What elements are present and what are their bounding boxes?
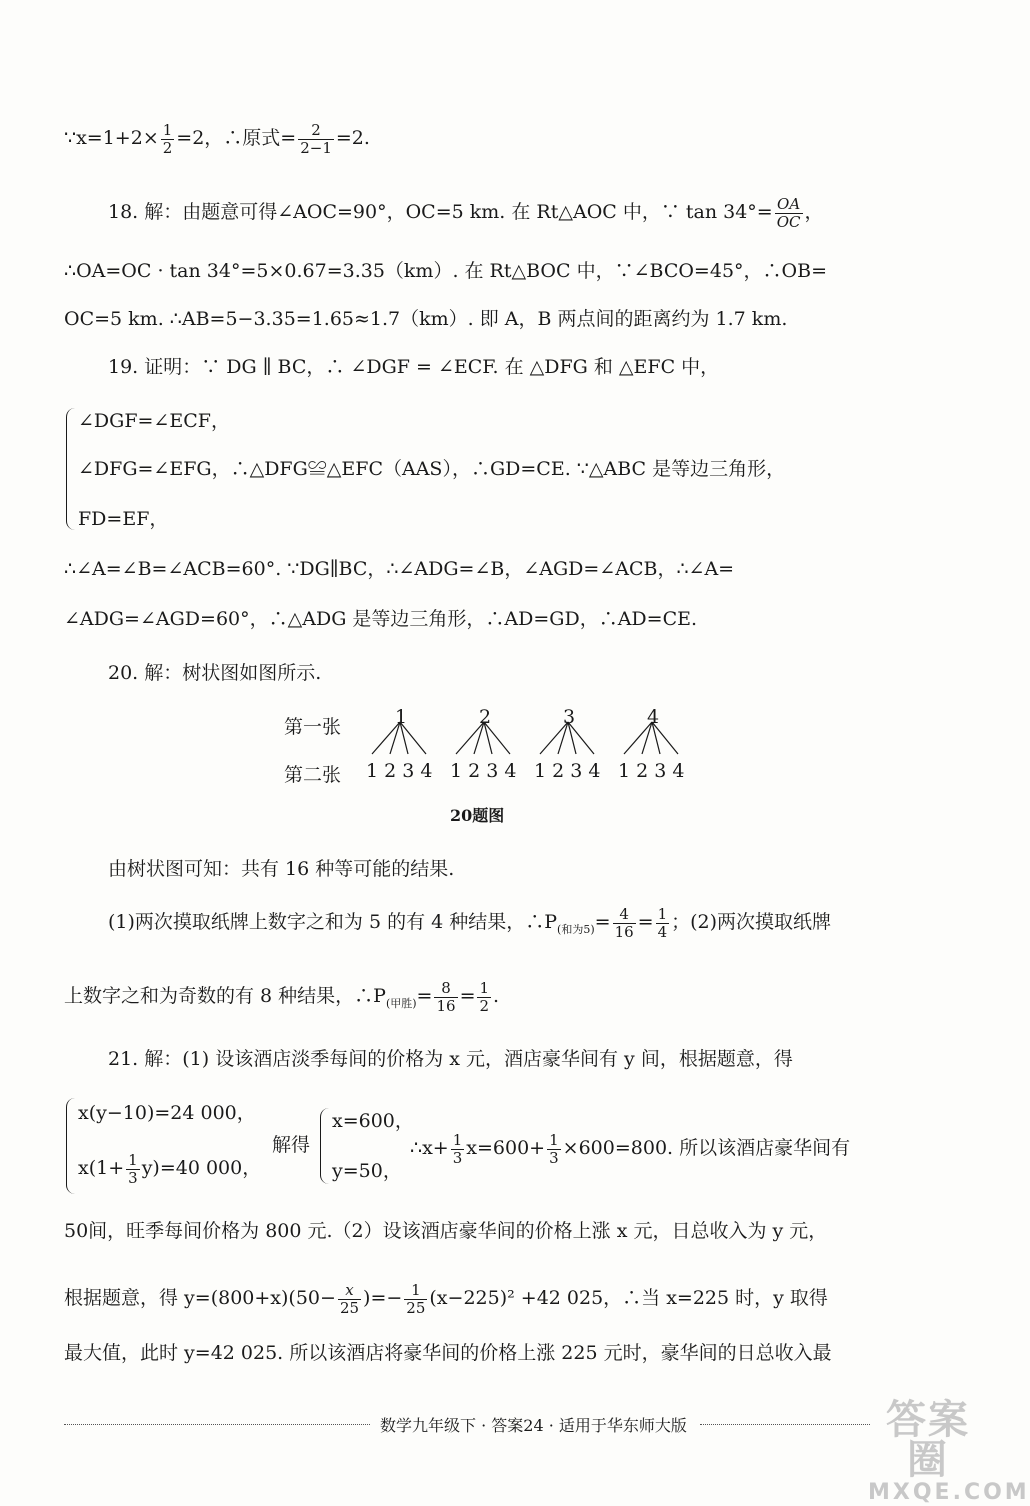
q18-line-2: ∴OA=OC · tan 34°=5×0.67=3.35（km）. 在 Rt△BOC 中，∵∠BCO=45°，∴OB= [64, 260, 827, 282]
tree-leaves-1: 1 2 3 4 [366, 760, 433, 782]
footer-rule-right [700, 1424, 870, 1425]
tree-diagram [0, 700, 1000, 800]
q19-sys-2: ∠DFG=∠EFG，∴△DFG≌△EFC（AAS），∴GD=CE. ∵△ABC 是等边三角形， [78, 458, 786, 480]
q21-line-1: 21. 解：(1) 设该酒店淡季每间的价格为 x 元，酒店豪华间有 y 间，根据题意，得 [108, 1048, 793, 1070]
fraction: $\frac{4}{16}$ [614, 905, 634, 941]
solved-label: 解得 [272, 1134, 311, 1156]
tree-leaves-3: 1 2 3 4 [534, 760, 601, 782]
fraction: $\frac{1}{3}$ [549, 1131, 559, 1167]
tree-top-1: 1 [395, 706, 408, 728]
q21-res-1: x=600， [332, 1110, 414, 1132]
q20-line-1: 20. 解：树状图如图所示. [108, 662, 322, 684]
q21-sys-2: x(1+ $\frac{1}{3}$ y)=40 000， [78, 1151, 262, 1187]
q20-line-3: (1)两次摸取纸牌上数字之和为 5 的有 4 种结果，$\therefore P_{(和为5)}=$ $\frac{4}{16}$ = $\frac{1}{4}$ ；(2)两次摸取纸牌 [108, 905, 832, 941]
q21-line-5: 最大值，此时 y=42 025. 所以该酒店将豪华间的价格上涨 225 元时，豪华间的日总收入最 [64, 1342, 832, 1364]
solution-brace [320, 1108, 329, 1184]
q21-line-3: 50间，旺季每间价格为 800 元.（2）设该酒店豪华间的价格上涨 x 元，日总收入为 y 元， [64, 1220, 828, 1242]
q21-line-2: ∴x+ $\frac{1}{3}$ x=600+ $\frac{1}{3}$ ×600=800. 所以该酒店豪华间有 [410, 1131, 851, 1167]
tree-leaves-2: 1 2 3 4 [450, 760, 517, 782]
eq-line-17: ∵x=1+2× $\frac{1}{2}$ =2，∴原式= $\frac{2}{2-1}$ =2. [64, 121, 370, 157]
q21-res-2: y=50， [332, 1160, 402, 1182]
figure-caption: 20题图 [450, 806, 505, 825]
tree-top-2: 2 [479, 706, 492, 728]
q19-line-1: 19. 证明：∵ DG ∥ BC，∴ ∠DGF = ∠ECF. 在 △DFG 和 △EFC 中， [108, 356, 720, 378]
tree-row-label-1: 第一张 [284, 716, 342, 738]
fraction: $\frac{8}{16}$ [436, 979, 456, 1015]
footer-rule-left [64, 1424, 370, 1425]
footer-text: 数学九年级下 · 答案24 · 适用于华东师大版 [380, 1416, 687, 1435]
tree-top-4: 4 [647, 706, 660, 728]
q19-sys-3: FD=EF， [78, 508, 169, 530]
tree-row-label-2: 第二张 [284, 764, 342, 786]
fraction: $\frac{1}{2}$ [162, 121, 173, 157]
q18-line-1: 18. 解：由题意可得∠AOC=90°，OC=5 km. 在 Rt△AOC 中，∵ tan 34°= $\frac{OA}{OC}$ ， [108, 195, 824, 231]
q19-sys-1: ∠DGF=∠ECF， [78, 410, 230, 432]
fraction: $\frac{2}{2-1}$ [300, 121, 332, 157]
fraction: $\frac{1}{25}$ [406, 1281, 426, 1317]
q19-line-6: ∠ADG=∠AGD=60°，∴△ADG 是等边三角形，∴AD=GD，∴AD=CE. [64, 608, 698, 630]
system-brace [66, 1098, 75, 1194]
fraction: $\frac{OA}{OC}$ [776, 195, 801, 231]
tree-top-3: 3 [563, 706, 576, 728]
q20-line-2: 由树状图可知：共有 16 种等可能的结果. [108, 858, 455, 880]
watermark-logo: 答案圈 MXQE.COM [868, 1397, 1030, 1505]
fraction: $\frac{x}{25}$ [339, 1281, 360, 1317]
fraction: $\frac{1}{3}$ [128, 1151, 138, 1187]
system-brace [66, 408, 75, 530]
q18-line-3: OC=5 km. ∴AB=5−3.35=1.65≈1.7（km）. 即 A，B 两点间的距离约为 1.7 km. [64, 308, 788, 330]
fraction: $\frac{1}{2}$ [479, 979, 490, 1015]
q20-line-4: 上数字之和为奇数的有 8 种结果，$\therefore P_{(甲胜)}=$ $\frac{8}{16}$ = $\frac{1}{2}$ . [64, 979, 500, 1015]
tree-leaves-4: 1 2 3 4 [618, 760, 685, 782]
fraction: $\frac{1}{3}$ [452, 1131, 463, 1167]
fraction: $\frac{1}{4}$ [657, 905, 668, 941]
q19-line-5: ∴∠A=∠B=∠ACB=60°. ∵DG∥BC，∴∠ADG=∠B，∠AGD=∠ACB，∴∠A= [64, 558, 735, 580]
q21-line-4: 根据题意，得 y=(800+x)(50− $\frac{x}{25}$ )=− $\frac{1}{25}$ (x−225)² +42 025，∴当 x=225 时，y 取得 [64, 1281, 828, 1317]
q21-sys-1: x(y−10)=24 000， [78, 1102, 256, 1124]
